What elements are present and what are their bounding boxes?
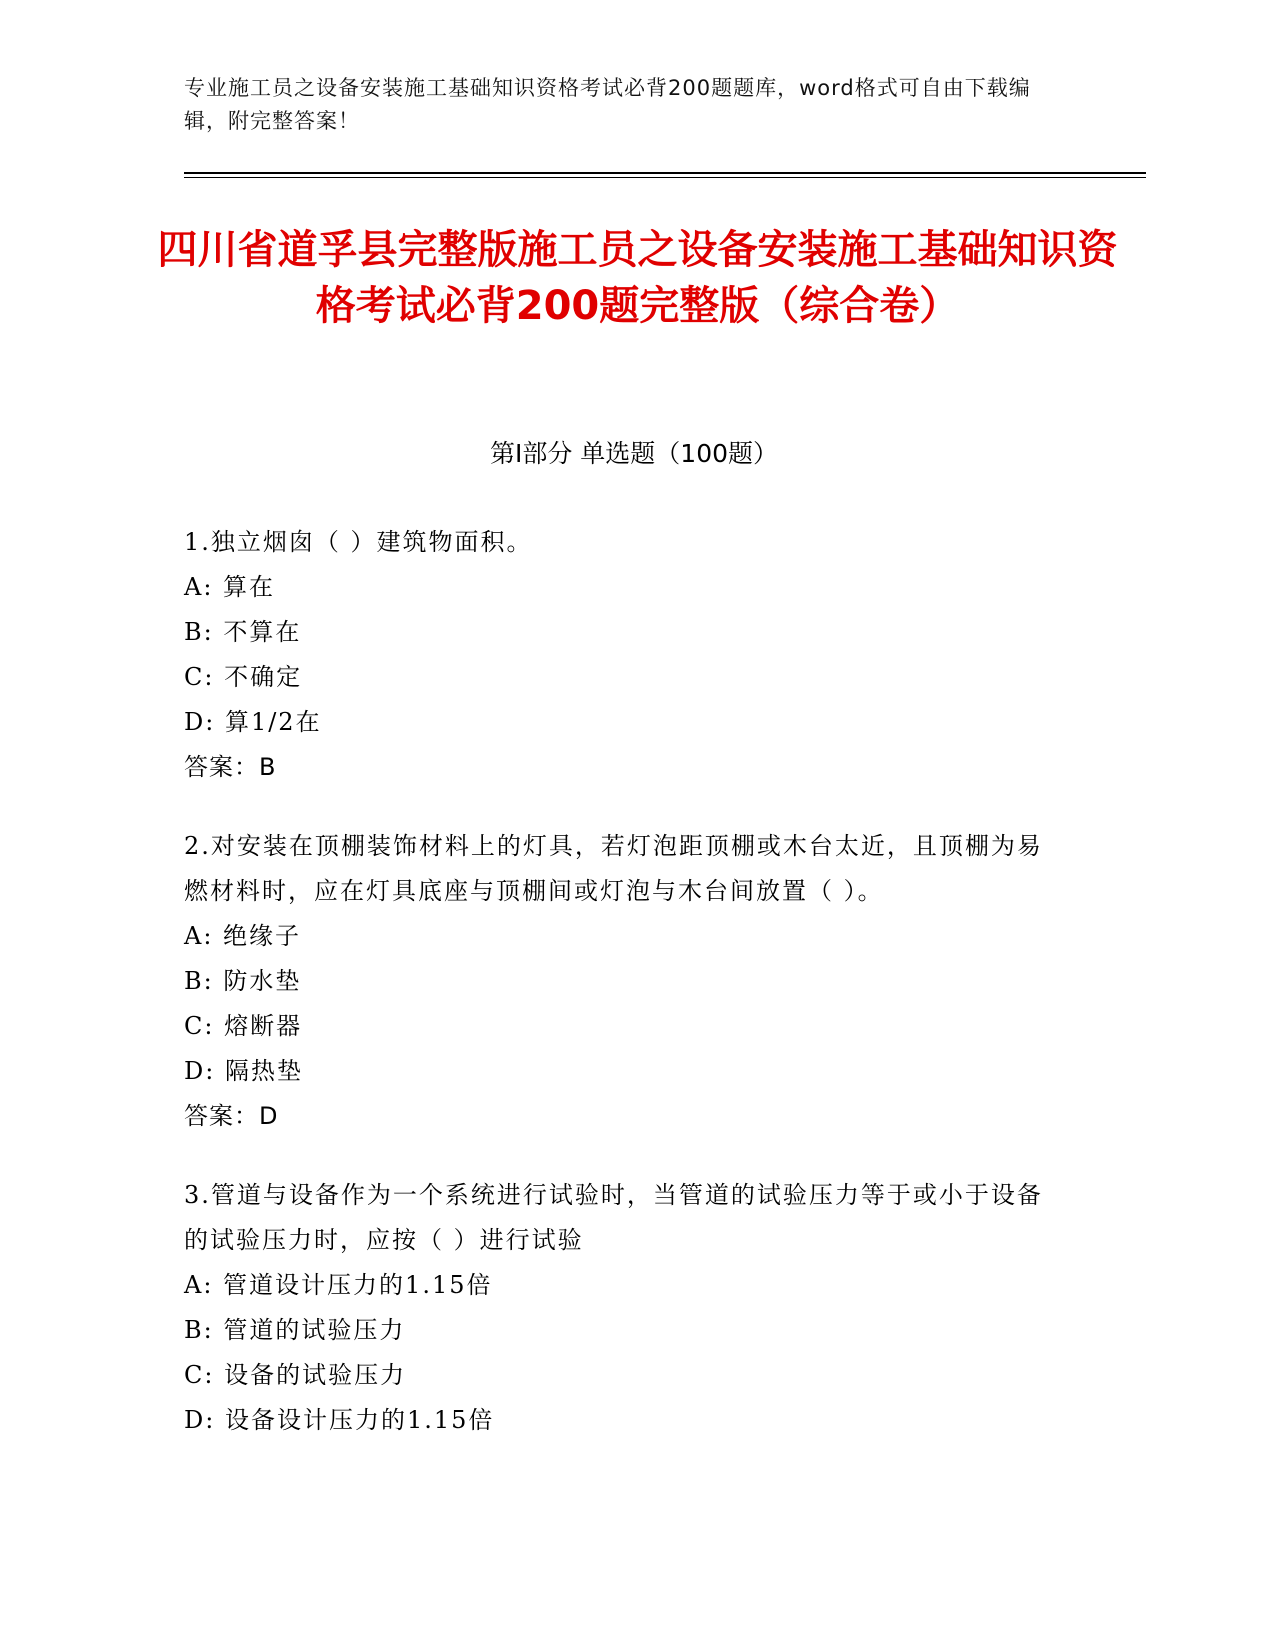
option-c: C: 熔断器 xyxy=(184,1012,303,1040)
document-title: 四川省道孚县完整版施工员之设备安装施工基础知识资格考试必背200题完整版（综合卷） xyxy=(157,227,1118,329)
header-rule-thick xyxy=(184,172,1146,174)
section-title: 第I部分 单选题（100题） xyxy=(489,439,779,468)
question-3 xyxy=(184,1173,1064,1443)
header-rule-thin xyxy=(184,177,1146,178)
answer: 答案：B xyxy=(184,753,277,781)
question-2 xyxy=(184,824,1064,1139)
option-a: A: 管道设计压力的1.15倍 xyxy=(184,1271,493,1299)
option-b: B: 管道的试验压力 xyxy=(184,1316,406,1344)
option-d: D: 隔热垫 xyxy=(184,1057,303,1085)
option-b: B: 防水垫 xyxy=(184,967,302,995)
option-a: A: 算在 xyxy=(184,573,276,601)
option-c: C: 设备的试验压力 xyxy=(184,1361,407,1389)
option-d: D: 设备设计压力的1.15倍 xyxy=(184,1406,495,1434)
option-d: D: 算1/2在 xyxy=(184,708,322,736)
question-1 xyxy=(184,520,1064,790)
question-stem: 2.对安装在顶棚装饰材料上的灯具，若灯泡距顶棚或木台太近，且顶棚为易燃材料时，应在灯具底座与顶棚间或灯泡与木台间放置（ ）。 xyxy=(184,832,1043,905)
header-note: 专业施工员之设备安装施工基础知识资格考试必背200题题库，word格式可自由下载编辑，附完整答案！ xyxy=(184,76,1031,133)
option-a: A: 绝缘子 xyxy=(184,922,302,950)
question-stem: 3.管道与设备作为一个系统进行试验时，当管道的试验压力等于或小于设备的试验压力时，应按（ ）进行试验 xyxy=(184,1181,1043,1254)
answer: 答案：D xyxy=(184,1102,279,1130)
question-list xyxy=(184,520,1064,1477)
option-b: B: 不算在 xyxy=(184,618,302,646)
question-stem: 1.独立烟囱（ ）建筑物面积。 xyxy=(184,528,533,556)
option-c: C: 不确定 xyxy=(184,663,303,691)
